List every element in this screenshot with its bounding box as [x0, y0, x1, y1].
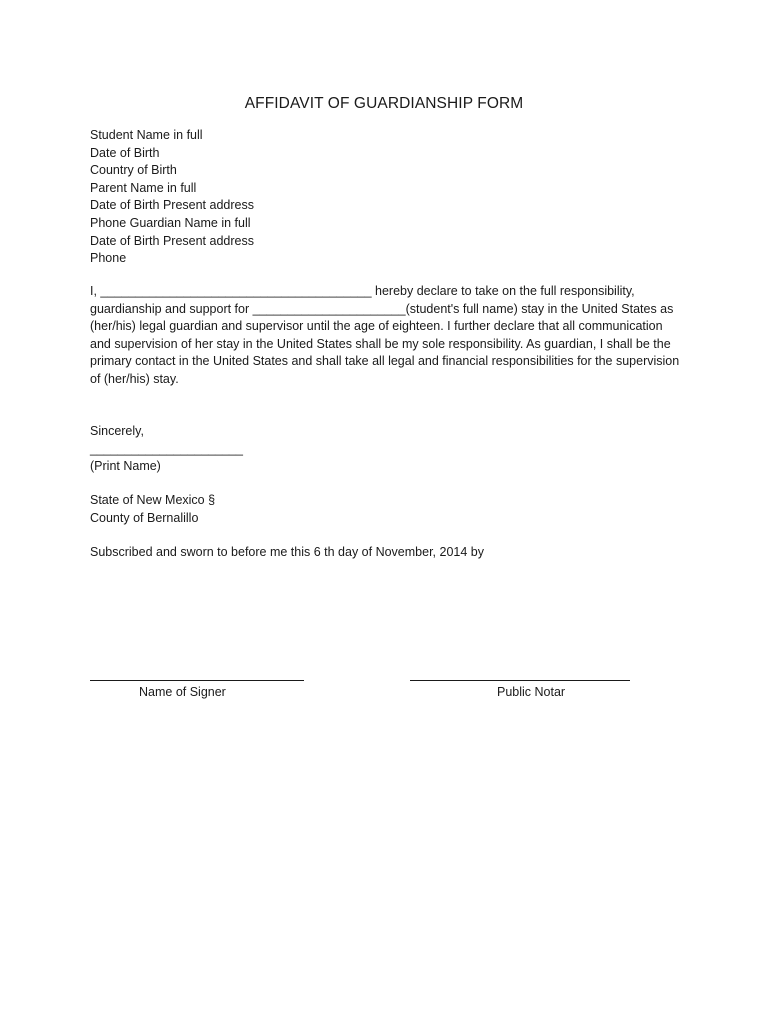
- document-title: AFFIDAVIT OF GUARDIANSHIP FORM: [244, 95, 524, 112]
- field-dob-present-address-2: Date of Birth Present address: [90, 233, 254, 248]
- declaration-line1-end: hereby declare to take on the full responsibility,: [371, 284, 635, 298]
- field-list: [90, 127, 254, 268]
- jurisdiction-block: [90, 492, 215, 527]
- signer-signature-line: [90, 680, 304, 681]
- field-country-of-birth: Country of Birth: [90, 163, 177, 178]
- field-date-of-birth: Date of Birth: [90, 145, 160, 160]
- sworn-statement: Subscribed and sworn to before me this 6 th day of November, 2014 by: [90, 545, 484, 559]
- signer-label: Name of Signer: [139, 685, 226, 699]
- print-name-label: (Print Name): [90, 459, 161, 474]
- field-phone-guardian-name: Phone Guardian Name in full: [90, 215, 251, 230]
- county-line: County of Bernalillo: [90, 510, 199, 525]
- guardian-name-blank: _______________________________________: [100, 284, 372, 298]
- field-parent-name: Parent Name in full: [90, 180, 197, 195]
- student-name-blank: ______________________: [252, 301, 406, 316]
- notary-signature-line: [410, 680, 630, 681]
- declaration-line2-start: guardianship and support for: [90, 301, 253, 316]
- declaration-line2-end: (student's full name) stay in the United States as (her/his) legal guardian and supervisor until the age of eighteen. I further declare that all communication and supervision of her stay in the United States shall be my sole responsibility. As guardian, I shall be the primary contact in the United States and shall take all legal and financial responsibilities for the supervision of (her/his) stay.: [90, 301, 680, 386]
- notary-label: Public Notar: [497, 685, 566, 699]
- sincerely-text: Sincerely,: [90, 424, 144, 438]
- field-phone: Phone: [90, 251, 127, 266]
- state-line: State of New Mexico §: [90, 493, 216, 507]
- signature-blank: ______________________: [90, 441, 243, 456]
- closing-block: [90, 423, 243, 476]
- field-student-name: Student Name in full: [90, 128, 203, 142]
- field-dob-present-address: Date of Birth Present address: [90, 198, 254, 213]
- declaration-paragraph: [90, 283, 680, 389]
- declaration-line1-start: I,: [90, 284, 101, 298]
